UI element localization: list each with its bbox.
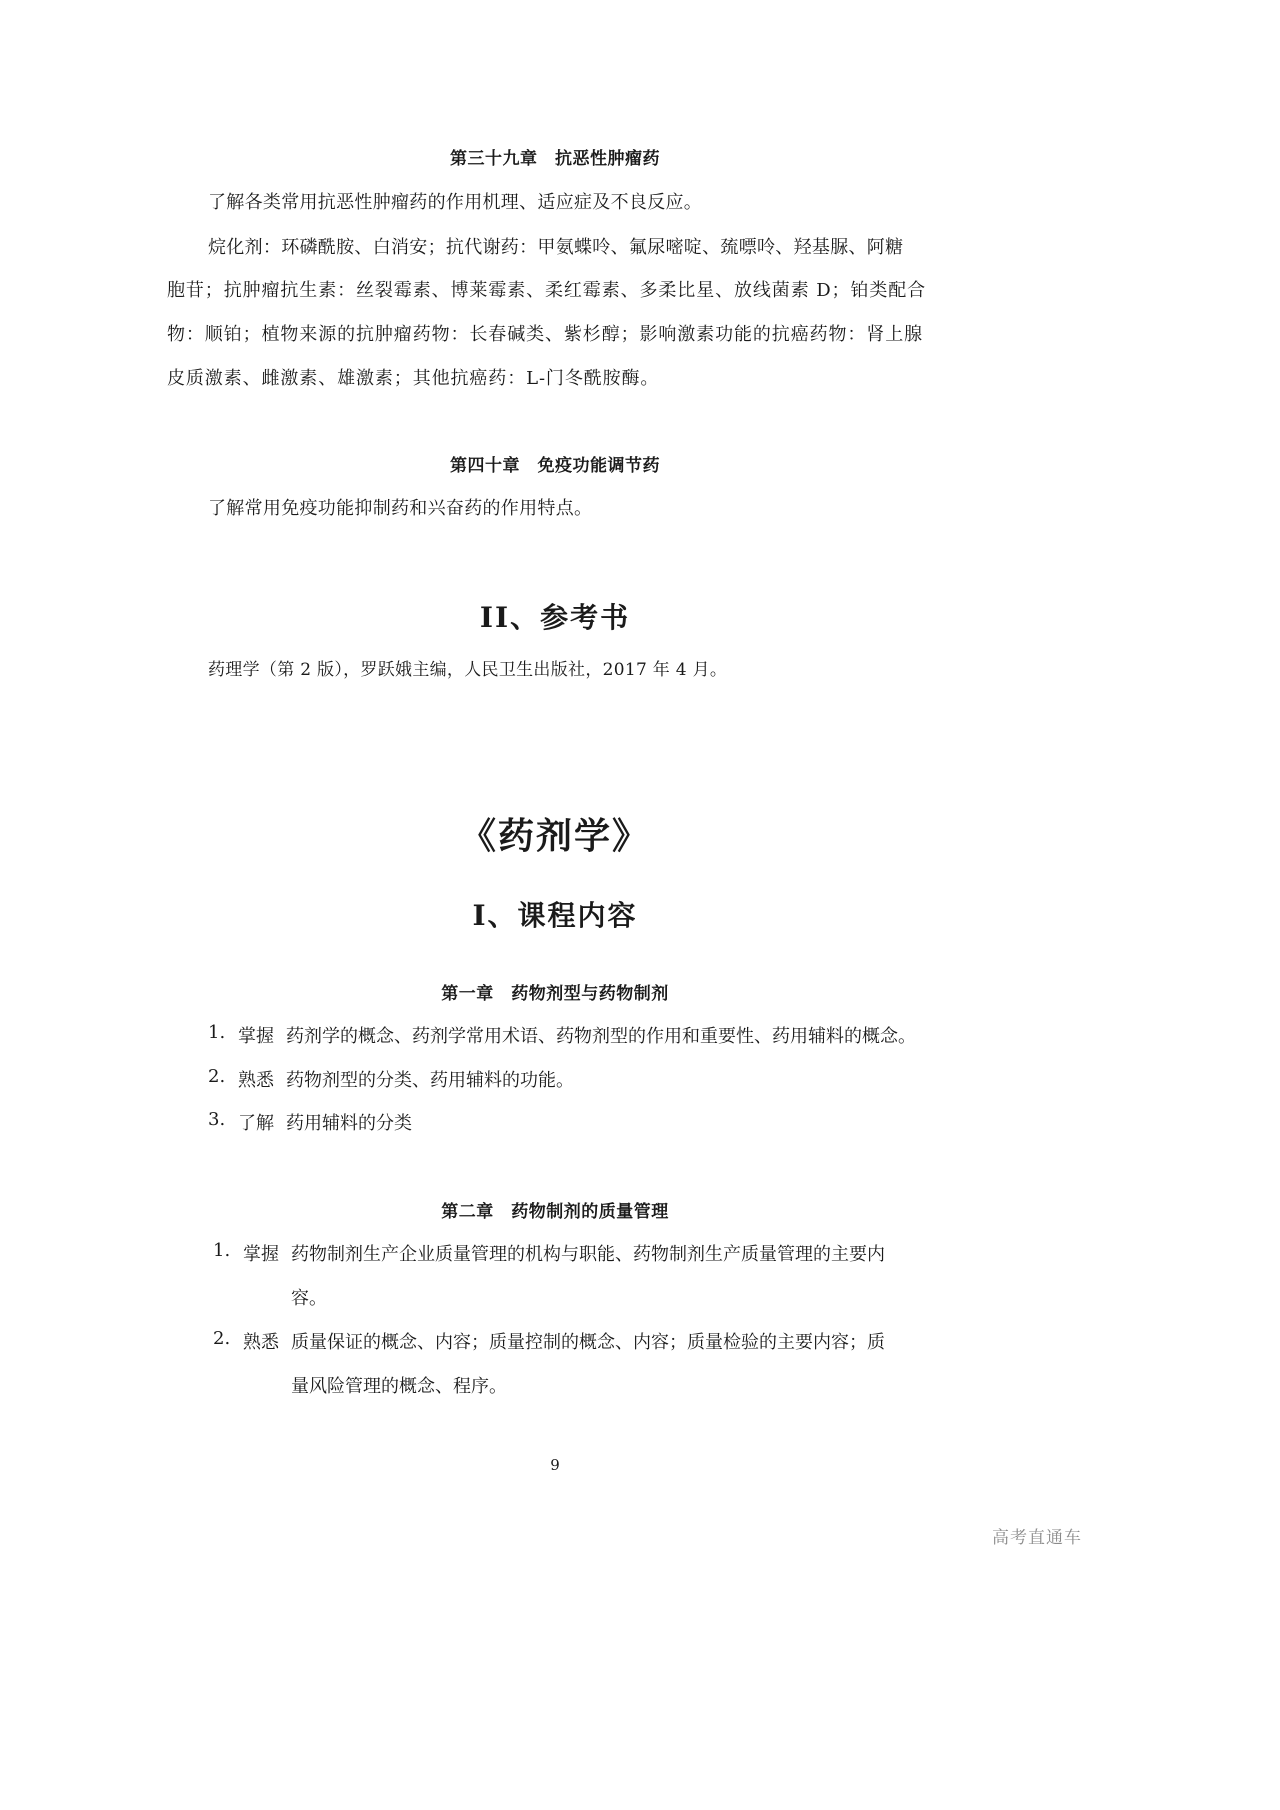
item-text: 药剂学的概念、药剂学常用术语、药物剂型的作用和重要性、药用辅料的概念。 [286, 1026, 916, 1047]
list-item [208, 1022, 968, 1048]
item-number: 3. [208, 1109, 226, 1130]
list-item [213, 1240, 973, 1310]
watermark: 高考直通车 [992, 1528, 1082, 1548]
item-number: 1. [208, 1022, 226, 1043]
item-text: 药用辅料的分类 [286, 1113, 412, 1134]
list-item [213, 1328, 973, 1398]
item-level: 熟悉 [243, 1332, 279, 1353]
course-content-heading: I、课程内容 [472, 899, 638, 932]
list-item [208, 1109, 968, 1135]
page-number: 9 [550, 1456, 560, 1474]
item-level: 了解 [238, 1113, 274, 1134]
chapter-39-intro: 了解各类常用抗恶性肿瘤药的作用机理、适应症及不良反应。 [208, 192, 703, 213]
item-number: 2. [213, 1328, 231, 1349]
chapter-39-body-line: 胞苷；抗肿瘤抗生素：丝裂霉素、博莱霉素、柔红霉素、多柔比星、放线菌素 D；铂类配合 [167, 280, 927, 301]
list-item [208, 1066, 968, 1092]
item-text: 质量保证的概念、内容；质量控制的概念、内容；质量检验的主要内容；质 [291, 1332, 885, 1353]
item-text-continued: 量风险管理的概念、程序。 [291, 1376, 507, 1397]
item-level: 掌握 [243, 1244, 279, 1265]
chapter-39-body-line: 皮质激素、雌激素、雄激素；其他抗癌药：L-门冬酰胺酶。 [167, 368, 660, 389]
chapter-40-title: 第四十章 免疫功能调节药 [450, 456, 660, 476]
chapter-40-intro: 了解常用免疫功能抑制药和兴奋药的作用特点。 [208, 498, 593, 519]
chapter-2-title: 第二章 药物制剂的质量管理 [441, 1202, 669, 1222]
item-number: 2. [208, 1066, 226, 1087]
item-level: 熟悉 [238, 1070, 274, 1091]
course-title: 《药剂学》 [459, 816, 650, 857]
item-text: 药物制剂生产企业质量管理的机构与职能、药物制剂生产质量管理的主要内 [291, 1244, 885, 1265]
chapter-1-title: 第一章 药物剂型与药物制剂 [441, 984, 669, 1004]
chapter-39-body-line: 烷化剂：环磷酰胺、白消安；抗代谢药：甲氨蝶呤、氟尿嘧啶、巯嘌呤、羟基脲、阿糖 [208, 237, 904, 258]
references-heading: II、参考书 [479, 601, 631, 634]
reference-entry: 药理学（第 2 版），罗跃娥主编，人民卫生出版社，2017 年 4 月。 [208, 660, 728, 680]
chapter-39-body-line: 物：顺铂；植物来源的抗肿瘤药物：长春碱类、紫杉醇；影响激素功能的抗癌药物：肾上腺 [167, 324, 923, 345]
item-text-continued: 容。 [291, 1288, 327, 1309]
item-level: 掌握 [238, 1026, 274, 1047]
item-text: 药物剂型的分类、药用辅料的功能。 [286, 1070, 574, 1091]
item-number: 1. [213, 1240, 231, 1261]
chapter-39-title: 第三十九章 抗恶性肿瘤药 [450, 149, 660, 169]
